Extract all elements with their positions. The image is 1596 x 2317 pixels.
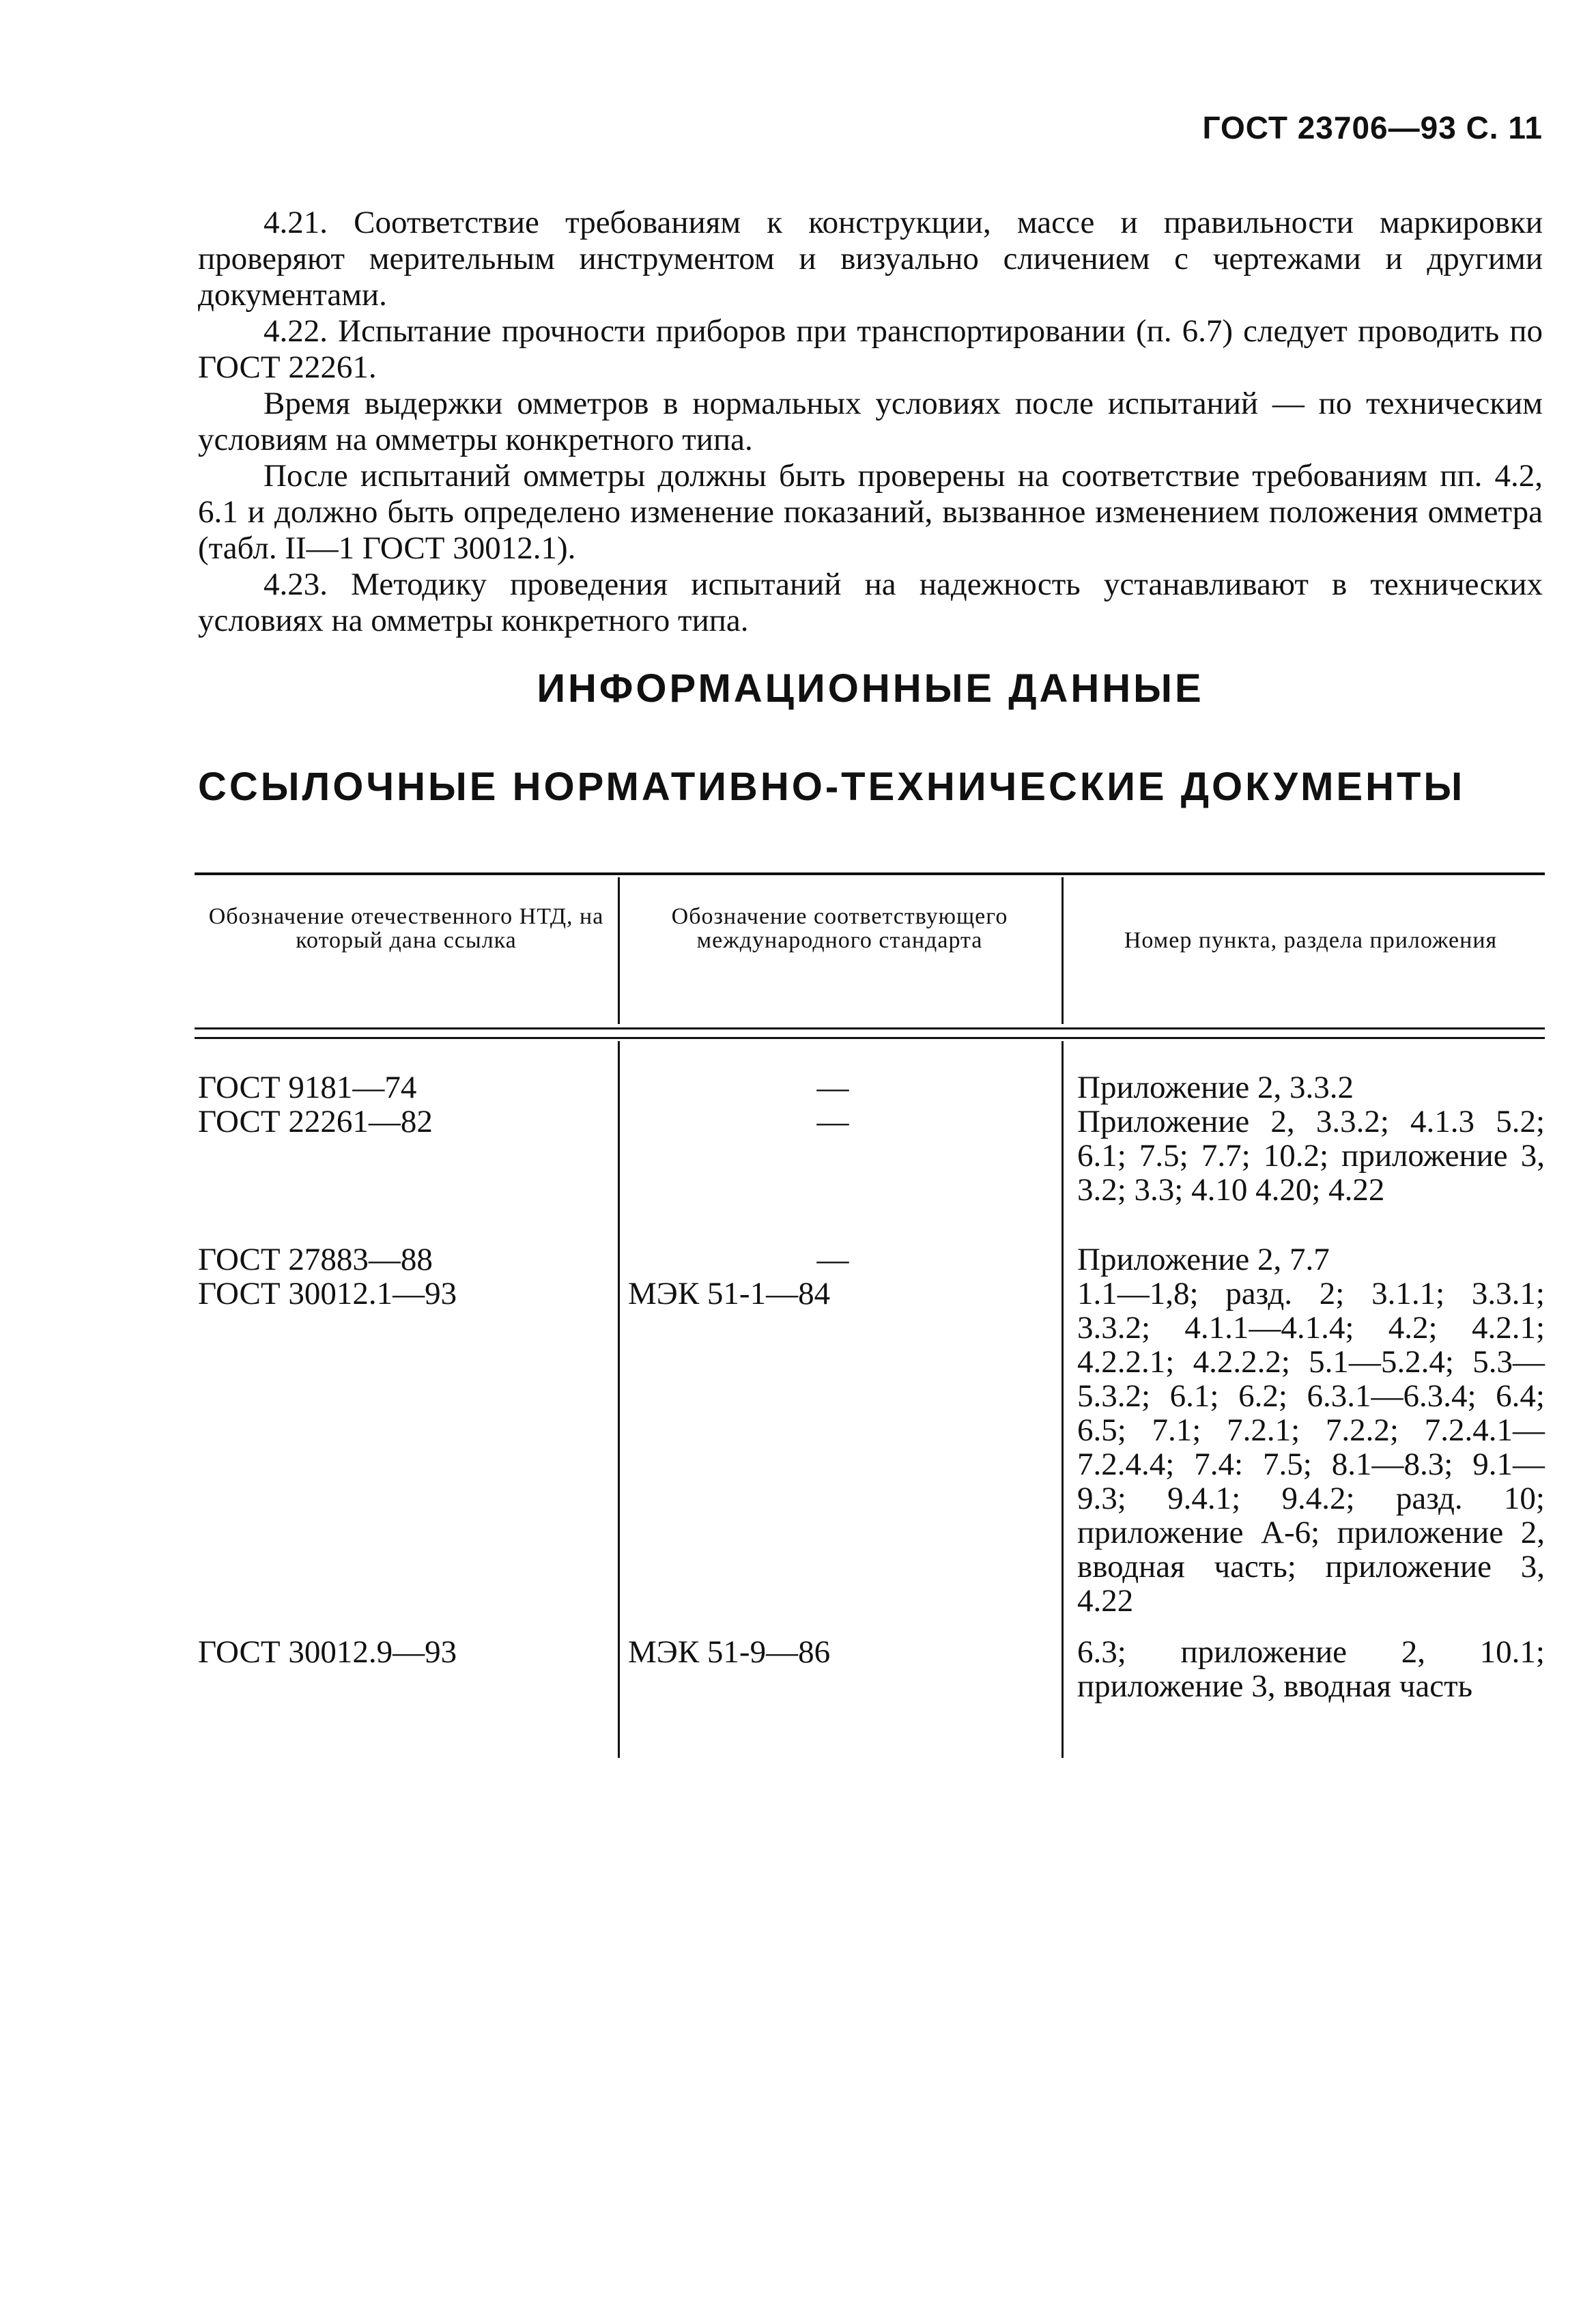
row-intl: —: [816, 1104, 849, 1139]
row-refs: 1.1—1,8; разд. 2; 3.1.1; 3.3.1; 3.3.2; 4.1.1—4.1.4; 4.2; 4.2.1; 4.2.2.1; 4.2.2.2; 5.1—5.2.4; 5.3—5.3.2; 6.1; 6.2; 6.3.1—6.3.4; 6.4; 6.5; 7.1; 7.2.1; 7.2.2; 7.2.4.1—7.2.4.4; 7.4: 7.5; 8.1—8.3; 9.1—9.3; 9.4.1; 9.4.2; разд. 10; приложение А-6; приложение 2, вводная часть; приложение 3, 4.22: [1077, 1276, 1545, 1619]
row-ntd: ГОСТ 9181—74: [198, 1070, 417, 1105]
table-header-rule: [195, 1027, 1545, 1029]
row-ntd: ГОСТ 27883—88: [198, 1242, 433, 1277]
paragraph-4-21: 4.21. Соответствие требованиям к конструкции, массе и правильности маркировки проверяют мерительным инструментом и визуально сличением с чертежами и другими документами.: [198, 205, 1543, 313]
paragraph-4-23: 4.23. Методику проведения испытаний на надежность устанавливают в технических условиях на омметры конкретного типа.: [198, 567, 1543, 638]
row-refs: Приложение 2, 3.3.2: [1077, 1070, 1354, 1105]
column-header-refs: Номер пункта, раздела приложения: [1124, 928, 1498, 953]
col-divider: [1061, 877, 1064, 1024]
row-refs: 6.3; приложение 2, 10.1; приложение 3, вводная часть: [1077, 1634, 1545, 1704]
row-intl: МЭК 51-1—84: [628, 1276, 831, 1311]
row-refs: Приложение 2, 3.3.2; 4.1.3 5.2; 6.1; 7.5; 7.7; 10.2; приложение 3, 3.2; 3.3; 4.10 4.20; 4.22: [1077, 1104, 1545, 1208]
table-header-rule-2: [195, 1037, 1545, 1039]
row-ntd: ГОСТ 30012.1—93: [198, 1276, 457, 1311]
col-divider: [618, 1041, 620, 1758]
row-intl: —: [816, 1070, 849, 1105]
ref-docs-heading: ССЫЛОЧНЫЕ НОРМАТИВНО-ТЕХНИЧЕСКИЕ ДОКУМЕНТЫ: [198, 765, 1466, 809]
paragraph-hold-time: Время выдержки омметров в нормальных условиях после испытаний — по техническим условиям на омметры конкретного типа.: [198, 386, 1543, 457]
row-ntd: ГОСТ 22261—82: [198, 1104, 433, 1139]
row-intl: —: [816, 1242, 849, 1277]
row-intl: МЭК 51-9—86: [628, 1634, 831, 1670]
info-heading: ИНФОРМАЦИОННЫЕ ДАННЫЕ: [537, 666, 1204, 711]
row-ntd: ГОСТ 30012.9—93: [198, 1634, 457, 1670]
table-top-rule: [195, 872, 1545, 875]
paragraph-after-tests: После испытаний омметры должны быть проверены на соответствие требованиям пп. 4.2, 6.1 и должно быть определено изменение показаний, вызванное изменением положения омметра (табл. II—1 ГОСТ 30012.1).: [198, 458, 1543, 566]
paragraph-4-22: 4.22. Испытание прочности приборов при транспортировании (п. 6.7) следует проводить по ГОСТ 22261.: [198, 313, 1543, 385]
col-divider: [1061, 1041, 1064, 1758]
row-refs: Приложение 2, 7.7: [1077, 1242, 1330, 1277]
column-header-ntd: Обозначение отечественного НТД, на который дана ссылка: [208, 904, 604, 953]
page-header: ГОСТ 23706—93 С. 11: [1202, 110, 1543, 145]
column-header-intl: Обозначение соответствующего международного стандарта: [671, 904, 1008, 953]
body-text: [198, 205, 1543, 639]
col-divider: [618, 877, 620, 1024]
